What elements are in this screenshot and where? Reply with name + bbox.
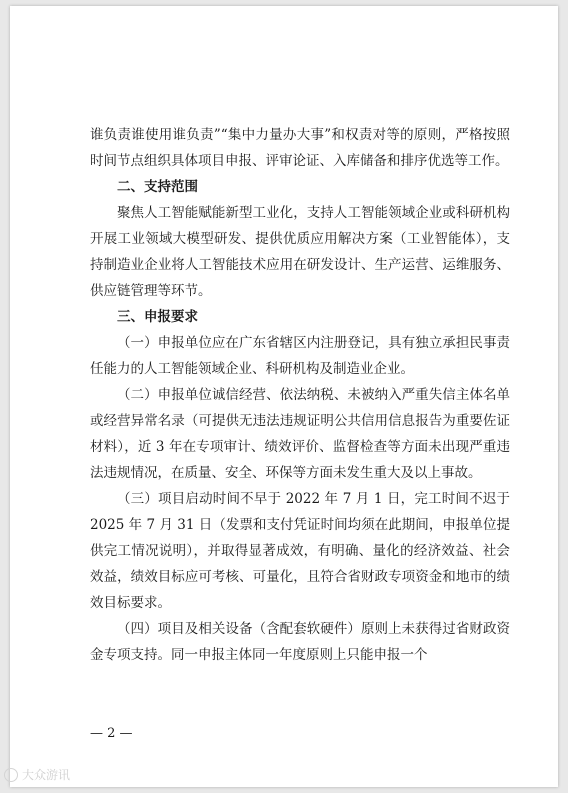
- paragraph-principles: 谁负责谁使用谁负责”“集中力量办大事”和权责对等的原则，严格按照时间节点组织具体项目申报、评审论证、入库储备和排序优选等工作。: [90, 127, 510, 169]
- paragraph-requirement-4: （四）项目及相关设备（含配套软硬件）原则上未获得过省财政资金专项支持。同一申报主体同一年度原则上只能申报一个: [90, 621, 510, 663]
- heading-support-scope: 二、支持范围: [117, 179, 198, 195]
- paragraph-requirement-1: （一）申报单位应在广东省辖区内注册登记，具有独立承担民事责任能力的人工智能领域企业、科研机构及制造业企业。: [90, 335, 510, 377]
- paragraph-requirement-3: （三）项目启动时间不早于 2022 年 7 月 1 日，完工时间不迟于 2025 年 7 月 31 日（发票和支付凭证时间均须在此期间，申报单位提供完工情况说明），并取得显著成效，有明确、量化的经济效益、社会效益，绩效目标应可考核、可量化，且符合省财政专项资金和地市的绩效目标要求。: [90, 491, 510, 611]
- watermark-text: 大众游讯: [22, 768, 71, 782]
- page-number: — 2 —: [90, 726, 133, 741]
- document-page: [10, 6, 558, 787]
- watermark-logo-icon: [4, 768, 18, 782]
- document-body: [90, 122, 510, 668]
- heading-application-requirements: 三、申报要求: [117, 309, 198, 325]
- paragraph-requirement-2: （二）申报单位诚信经营、依法纳税、未被纳入严重失信主体名单或经营异常名录（可提供无违法违规证明公共信用信息报告为重要佐证材料），近 3 年在专项审计、绩效评价、监督检查等方面未出现严重违法违规情况，在质量、安全、环保等方面未发生重大及以上事故。: [90, 387, 510, 481]
- paragraph-support-scope: 聚焦人工智能赋能新型工业化，支持人工智能领域企业或科研机构开展工业领域大模型研发、提供优质应用解决方案（工业智能体），支持制造业企业将人工智能技术应用在研发设计、生产运营、运维服务、供应链管理等环节。: [90, 205, 510, 299]
- watermark: [4, 766, 70, 783]
